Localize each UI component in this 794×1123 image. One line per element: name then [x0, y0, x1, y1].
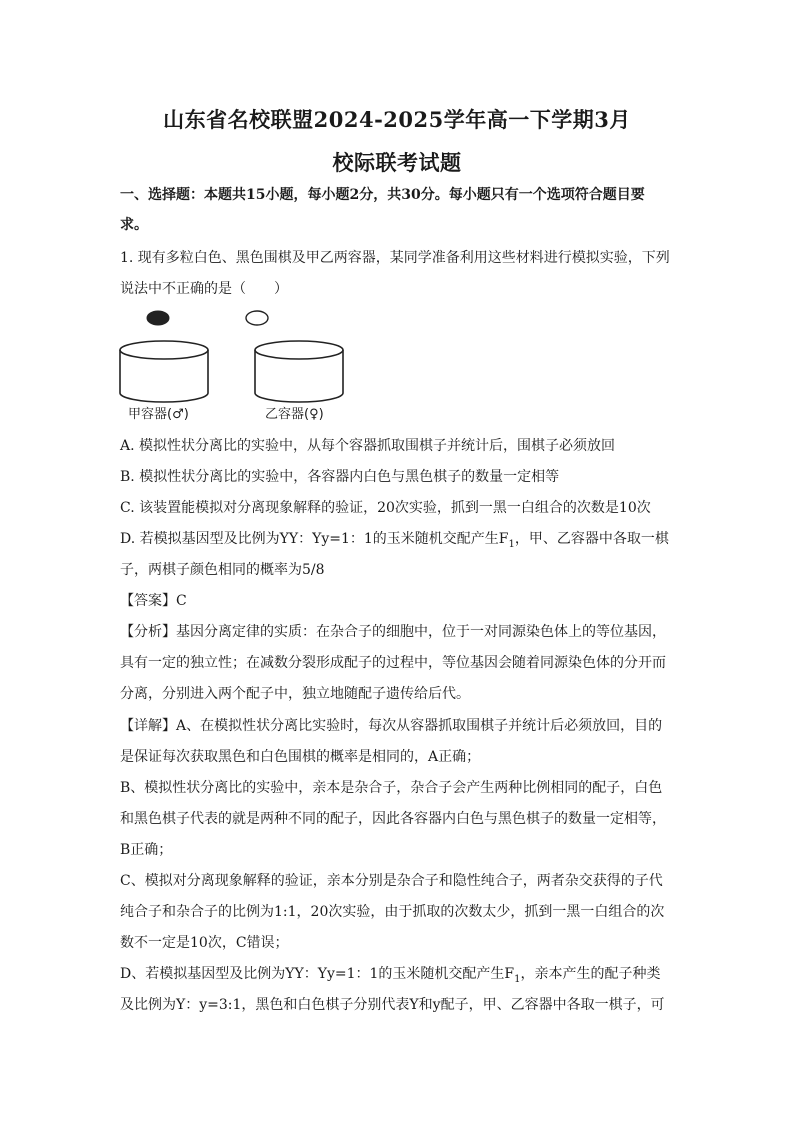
analysis-line-2: 具有一定的独立性；在减数分裂形成配子的过程中，等位基因会随着同源染色体的分开而 [120, 655, 666, 671]
option-d-text-a: D. 若模拟基因型及比例为YY：Yy=1：1的玉米随机交配产生F [120, 531, 509, 547]
detail-line-9-text-b: ，亲本产生的配子种类 [520, 966, 661, 982]
detail-line-2: 是保证每次获取黑色和白色围棋的概率是相同的，A正确； [120, 749, 481, 765]
white-go-stone-icon [246, 311, 268, 325]
option-b: B. 模拟性状分离比的实验中，各容器内白色与黑色棋子的数量一定相等 [120, 469, 560, 485]
detail-line-1: 【详解】A、在模拟性状分离比实验时，每次从容器抓取围棋子并统计后必须放回，目的 [120, 718, 663, 734]
section-heading: 一、选择题：本题共15小题，每小题2分，共30分。每小题只有一个选项符合题目要 [120, 187, 645, 203]
detail-line-9-subscript: 1 [514, 973, 521, 985]
container-jia-icon [120, 341, 208, 402]
black-go-stone-icon [147, 311, 169, 325]
option-c: C. 该装置能模拟对分离现象解释的验证，20次实验，抓到一黑一白组合的次数是10次 [120, 500, 651, 516]
container-jia-label: 甲容器(♂) [128, 407, 189, 422]
detail-line-5: B正确； [120, 842, 173, 858]
document-title-line-1: 山东省名校联盟2024-2025学年高一下学期3月 [163, 107, 631, 132]
option-d [120, 529, 680, 549]
question-1-figure [110, 305, 370, 425]
option-a: A. 模拟性状分离比的实验中，从每个容器抓取围棋子并统计后，围棋子必须放回 [120, 438, 616, 454]
detail-line-8: 数不一定是10次，C错误； [120, 935, 289, 951]
container-yi-label: 乙容器(♀) [265, 407, 324, 422]
section-heading-continued: 求。 [120, 217, 148, 233]
detail-line-9 [120, 964, 680, 984]
answer-line: 【答案】C [120, 593, 187, 609]
detail-line-10: 及比例为Y：y=3:1，黑色和白色棋子分别代表Y和y配子，甲、乙容器中各取一棋子，可 [120, 997, 665, 1013]
detail-line-4: 和黑色棋子代表的就是两种不同的配子，因此各容器内白色与黑色棋子的数量一定相等， [120, 811, 666, 827]
option-d-text-b: ，甲、乙容器中各取一棋 [514, 531, 669, 547]
analysis-line-3: 分离，分别进入两个配子中，独立地随配子遗传给后代。 [120, 686, 470, 702]
detail-line-7: 纯合子和杂合子的比例为1:1，20次实验，由于抓取的次数太少，抓到一黑一白组合的次 [120, 904, 665, 920]
detail-line-9-text-a: D、若模拟基因型及比例为YY：Yy=1：1的玉米随机交配产生F [120, 966, 515, 982]
document-title-line-2: 校际联考试题 [332, 150, 462, 175]
containers-diagram [110, 305, 370, 405]
detail-line-3: B、模拟性状分离比的实验中，亲本是杂合子，杂合子会产生两种比例相同的配子，白色 [120, 780, 663, 796]
question-1-stem-continued: 说法中不正确的是（ ） [120, 281, 288, 297]
option-d-continued: 子，两棋子颜色相同的概率为5/8 [120, 562, 325, 578]
detail-line-6: C、模拟对分离现象解释的验证，亲本分别是杂合子和隐性纯合子，两者杂交获得的子代 [120, 873, 663, 889]
analysis-line-1: 【分析】基因分离定律的实质：在杂合子的细胞中，位于一对同源染色体上的等位基因， [120, 624, 666, 640]
container-yi-icon [255, 341, 343, 402]
question-1-stem: 1. 现有多粒白色、黑色围棋及甲乙两容器，某同学准备利用这些材料进行模拟实验，下列 [120, 250, 670, 266]
option-d-subscript: 1 [508, 538, 515, 550]
